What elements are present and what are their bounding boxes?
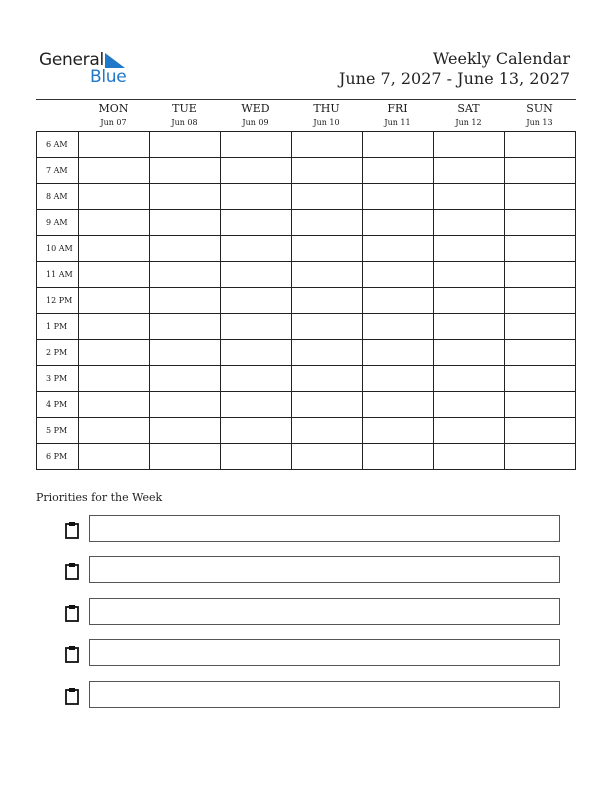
calendar-cell[interactable] [363,158,434,184]
day-header-row [36,100,576,131]
calendar-cell[interactable] [221,314,292,340]
calendar-cell[interactable] [79,444,150,470]
time-label: 12 PM [37,288,79,314]
time-label: 2 PM [37,340,79,366]
time-label: 6 AM [37,132,79,158]
calendar-cell[interactable] [505,132,576,158]
weekly-calendar-grid [36,131,576,470]
time-row [37,184,576,210]
day-name: TUE [172,102,197,115]
priority-item [64,515,562,545]
time-row [37,288,576,314]
calendar-cell[interactable] [79,184,150,210]
calendar-cell[interactable] [221,288,292,314]
day-date: Jun 11 [384,118,411,127]
priorities-heading: Priorities for the Week [36,491,163,504]
calendar-cell[interactable] [150,444,221,470]
calendar-cell[interactable] [505,158,576,184]
calendar-cell[interactable] [221,158,292,184]
time-row [37,392,576,418]
day-date: Jun 13 [526,118,553,127]
calendar-cell[interactable] [221,210,292,236]
calendar-cell[interactable] [292,340,363,366]
calendar-cell[interactable] [221,132,292,158]
calendar-cell[interactable] [150,184,221,210]
calendar-cell[interactable] [79,210,150,236]
calendar-cell[interactable] [221,262,292,288]
day-name: FRI [387,102,408,115]
calendar-cell[interactable] [150,132,221,158]
time-label: 9 AM [37,210,79,236]
time-label: 4 PM [37,392,79,418]
calendar-cell[interactable] [363,236,434,262]
calendar-cell[interactable] [150,288,221,314]
calendar-cell[interactable] [150,158,221,184]
calendar-cell[interactable] [434,366,505,392]
calendar-cell[interactable] [363,366,434,392]
day-name: THU [313,102,340,115]
priority-item [64,639,562,669]
calendar-cell[interactable] [363,392,434,418]
calendar-cell[interactable] [434,340,505,366]
calendar-cell[interactable] [150,262,221,288]
clipboard-icon [64,645,80,663]
calendar-cell[interactable] [434,158,505,184]
day-date: Jun 12 [455,118,482,127]
calendar-cell[interactable] [363,132,434,158]
clipboard-icon [64,687,80,705]
calendar-cell[interactable] [363,314,434,340]
calendar-cell[interactable] [292,418,363,444]
calendar-cell[interactable] [363,262,434,288]
day-header-wed [220,100,291,128]
date-range: June 7, 2027 - June 13, 2027 [338,69,570,88]
calendar-cell[interactable] [79,314,150,340]
time-row [37,262,576,288]
calendar-cell[interactable] [505,340,576,366]
logo-text-blue: Blue [90,67,127,87]
calendar-cell[interactable] [363,418,434,444]
logo-text-general: General [39,50,104,70]
time-row [37,314,576,340]
calendar-cell[interactable] [505,236,576,262]
calendar-cell[interactable] [221,444,292,470]
day-header-sun [504,100,575,128]
calendar-cell[interactable] [434,288,505,314]
time-row [37,366,576,392]
calendar-cell[interactable] [292,288,363,314]
time-row [37,132,576,158]
priority-field[interactable] [89,598,560,625]
day-date: Jun 09 [242,118,269,127]
calendar-cell[interactable] [505,444,576,470]
calendar-cell[interactable] [505,262,576,288]
clipboard-icon [64,521,80,539]
calendar-cell[interactable] [292,158,363,184]
calendar-cell[interactable] [505,288,576,314]
day-name: SAT [457,102,480,115]
calendar-cell[interactable] [434,184,505,210]
calendar-cell[interactable] [434,210,505,236]
calendar-cell[interactable] [434,314,505,340]
time-label: 3 PM [37,366,79,392]
time-row [37,210,576,236]
time-label: 8 AM [37,184,79,210]
calendar-cell[interactable] [505,314,576,340]
calendar-cell[interactable] [434,236,505,262]
calendar-cell[interactable] [434,132,505,158]
calendar-cell[interactable] [505,392,576,418]
page-title: Weekly Calendar [432,49,570,68]
calendar-cell[interactable] [221,236,292,262]
calendar-cell[interactable] [79,288,150,314]
day-name: WED [241,102,270,115]
calendar-cell[interactable] [79,366,150,392]
calendar-cell[interactable] [363,340,434,366]
time-label: 7 AM [37,158,79,184]
calendar-cell[interactable] [79,236,150,262]
priority-field[interactable] [89,639,560,666]
calendar-cell[interactable] [221,184,292,210]
calendar-cell[interactable] [363,184,434,210]
calendar-cell[interactable] [79,132,150,158]
calendar-cell[interactable] [363,288,434,314]
day-header-fri [362,100,433,128]
day-name: MON [98,102,129,115]
time-row [37,236,576,262]
calendar-cell[interactable] [79,392,150,418]
priority-field[interactable] [89,556,560,583]
calendar-cell[interactable] [292,392,363,418]
calendar-cell[interactable] [292,132,363,158]
calendar-cell[interactable] [505,418,576,444]
calendar-cell[interactable] [150,418,221,444]
calendar-cell[interactable] [221,418,292,444]
day-header-thu [291,100,362,128]
calendar-cell[interactable] [292,236,363,262]
calendar-cell[interactable] [292,210,363,236]
priority-field[interactable] [89,515,560,542]
day-date: Jun 08 [171,118,198,127]
calendar-cell[interactable] [221,340,292,366]
calendar-cell[interactable] [292,184,363,210]
calendar-cell[interactable] [292,314,363,340]
calendar-cell[interactable] [150,314,221,340]
generalblue-logo [39,50,139,86]
calendar-cell[interactable] [434,262,505,288]
calendar-cell[interactable] [505,366,576,392]
day-date: Jun 10 [313,118,340,127]
day-name: SUN [526,102,553,115]
time-label: 10 AM [37,236,79,262]
calendar-cell[interactable] [363,210,434,236]
calendar-cell[interactable] [221,366,292,392]
clipboard-icon [64,562,80,580]
calendar-cell[interactable] [292,444,363,470]
calendar-cell[interactable] [434,392,505,418]
calendar-cell[interactable] [150,210,221,236]
time-row [37,158,576,184]
time-row [37,340,576,366]
time-label: 11 AM [37,262,79,288]
calendar-cell[interactable] [79,418,150,444]
calendar-cell[interactable] [79,262,150,288]
calendar-cell[interactable] [434,444,505,470]
calendar-cell[interactable] [150,236,221,262]
time-row [37,444,576,470]
time-label: 6 PM [37,444,79,470]
calendar-cell[interactable] [221,392,292,418]
calendar-cell[interactable] [292,366,363,392]
calendar-cell[interactable] [434,418,505,444]
calendar-cell[interactable] [79,158,150,184]
calendar-cell[interactable] [79,340,150,366]
time-label: 5 PM [37,418,79,444]
calendar-cell[interactable] [150,392,221,418]
day-date: Jun 07 [100,118,127,127]
calendar-cell[interactable] [363,444,434,470]
calendar-cell[interactable] [292,262,363,288]
day-header-sat [433,100,504,128]
priority-item [64,556,562,586]
day-header-tue [149,100,220,128]
calendar-cell[interactable] [505,184,576,210]
priority-item [64,681,562,711]
day-header-mon [78,100,149,128]
calendar-cell[interactable] [150,340,221,366]
time-row [37,418,576,444]
calendar-cell[interactable] [505,210,576,236]
calendar-cell[interactable] [150,366,221,392]
clipboard-icon [64,604,80,622]
priority-item [64,598,562,628]
time-label: 1 PM [37,314,79,340]
priority-field[interactable] [89,681,560,708]
